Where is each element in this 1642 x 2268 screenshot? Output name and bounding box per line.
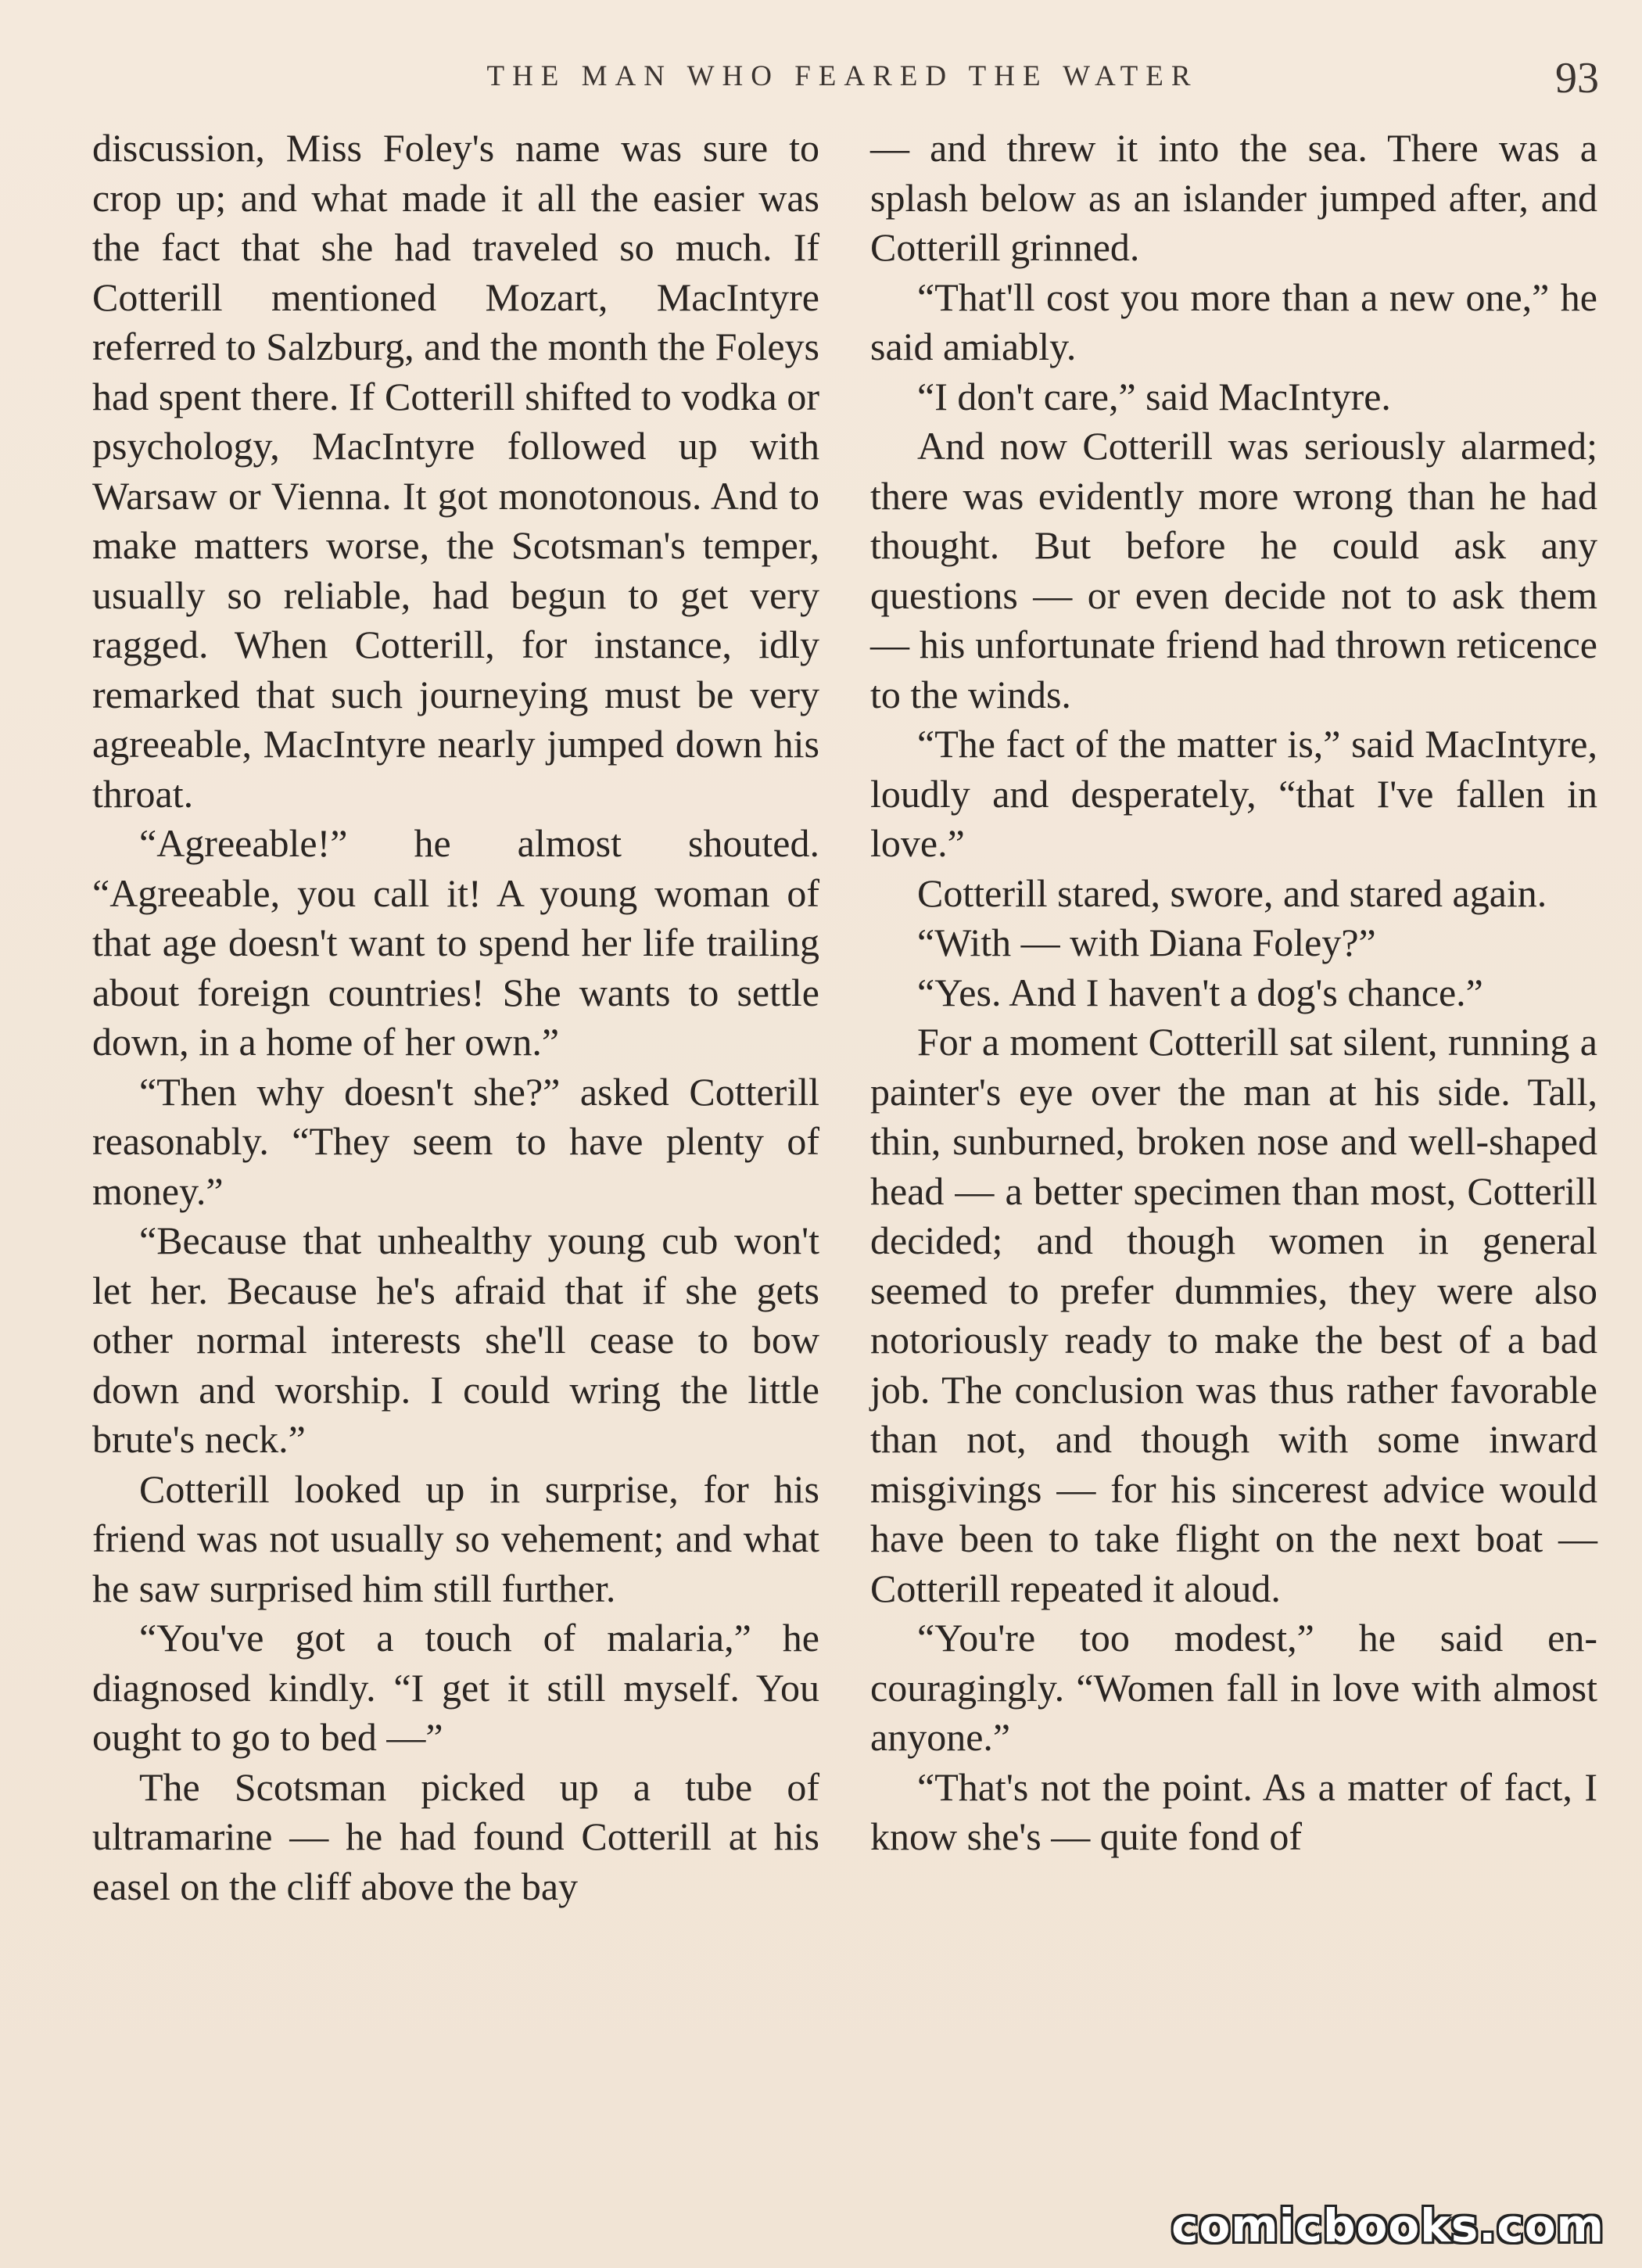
- paragraph: “You're too modest,” he said encouragingly. “Women fall in love with almost anyone.”: [870, 1616, 1597, 1759]
- paragraph: “Agreeable!” he almost shouted. “Agreeable, you call it! A young woman of that age doesn't want to spend her life trailing about foreign countries! She wants to settle down, in a home of her own.”: [92, 821, 819, 1064]
- paragraph: — and threw it into the sea. There was a splash below as an islander jumped after, and Cotterill grinned.: [870, 126, 1597, 269]
- paragraph: And now Cotterill was seriously alarmed; there was evidently more wrong than he had thought. But before he could ask any questions — or even decide not to ask them — his unfortunate friend had thrown reticence to the winds.: [870, 424, 1597, 716]
- page-number: 93: [1555, 54, 1599, 102]
- paragraph: “The fact of the matter is,” said MacIntyre, loudly and desperately, “that I've fallen in love.”: [870, 722, 1597, 865]
- watermark-logo: comicbooks.com: [1171, 2199, 1604, 2252]
- paragraph: Cotterill looked up in surprise, for his friend was not usually so vehement; and what he saw surprised him still further.: [92, 1466, 819, 1610]
- page-header: [86, 53, 1599, 108]
- paragraph: “Because that unhealthy young cub won't let her. Because he's afraid that if she gets other normal interests she'll cease to bow down and worship. I could wring the little brute's neck.”: [92, 1218, 819, 1461]
- paragraph: For a moment Cotterill sat silent, running a painter's eye over the man at his side. Tall, thin, sunburned, broken nose and well-shaped head — a better specimen than most, Cotterill decided; and though women in general seemed to prefer dummies, they were also notoriously ready to make the best of a bad job. The conclusion was thus rather favorable than not, and though with some inward misgivings — for his sincerest advice would have been to take flight on the next boat — Cotterill repeated it aloud.: [870, 1020, 1597, 1610]
- paragraph: “That's not the point. As a matter of fact, I know she's — quite fond of: [870, 1764, 1597, 1858]
- paragraph: “Then why doesn't she?” asked Cotterill reasonably. “They seem to have plenty of money.”: [92, 1069, 819, 1213]
- left-column: [92, 124, 819, 1911]
- paragraph: “I don't care,” said MacIntyre.: [917, 374, 1391, 418]
- paragraph: Cotterill stared, swore, and stared again.: [917, 870, 1547, 915]
- paragraph: “With — with Diana Foley?”: [917, 920, 1376, 964]
- paragraph: “You've got a touch of malaria,” he diagnosed kindly. “I get it still myself. You ought to go to bed —”: [92, 1616, 819, 1759]
- right-column: [870, 124, 1597, 1862]
- paragraph: The Scotsman picked up a tube of ultramarine — he had found Cotterill at his easel on the cliff above the bay: [92, 1764, 819, 1908]
- paragraph: “Yes. And I haven't a dog's chance.”: [917, 970, 1483, 1014]
- running-title: THE MAN WHO FEARED THE WATER: [486, 60, 1199, 92]
- paragraph: discussion, Miss Foley's name was sure to crop up; and what made it all the easier was the fact that she had traveled so much. If Cotterill mentioned Mozart, MacIntyre referred to Salzburg, and the month the Foleys had spent there. If Cotterill shifted to vodka or psychology, MacIntyre followed up with Warsaw or Vienna. It got monotonous. And to make matters worse, the Scotsman's temper, usually so reliable, had begun to get very ragged. When Cotterill, for instance, idly remarked that such journeying must be very agreeable, MacIntyre nearly jumped down his throat.: [92, 126, 819, 816]
- paragraph: “That'll cost you more than a new one,” he said amiably.: [870, 275, 1597, 368]
